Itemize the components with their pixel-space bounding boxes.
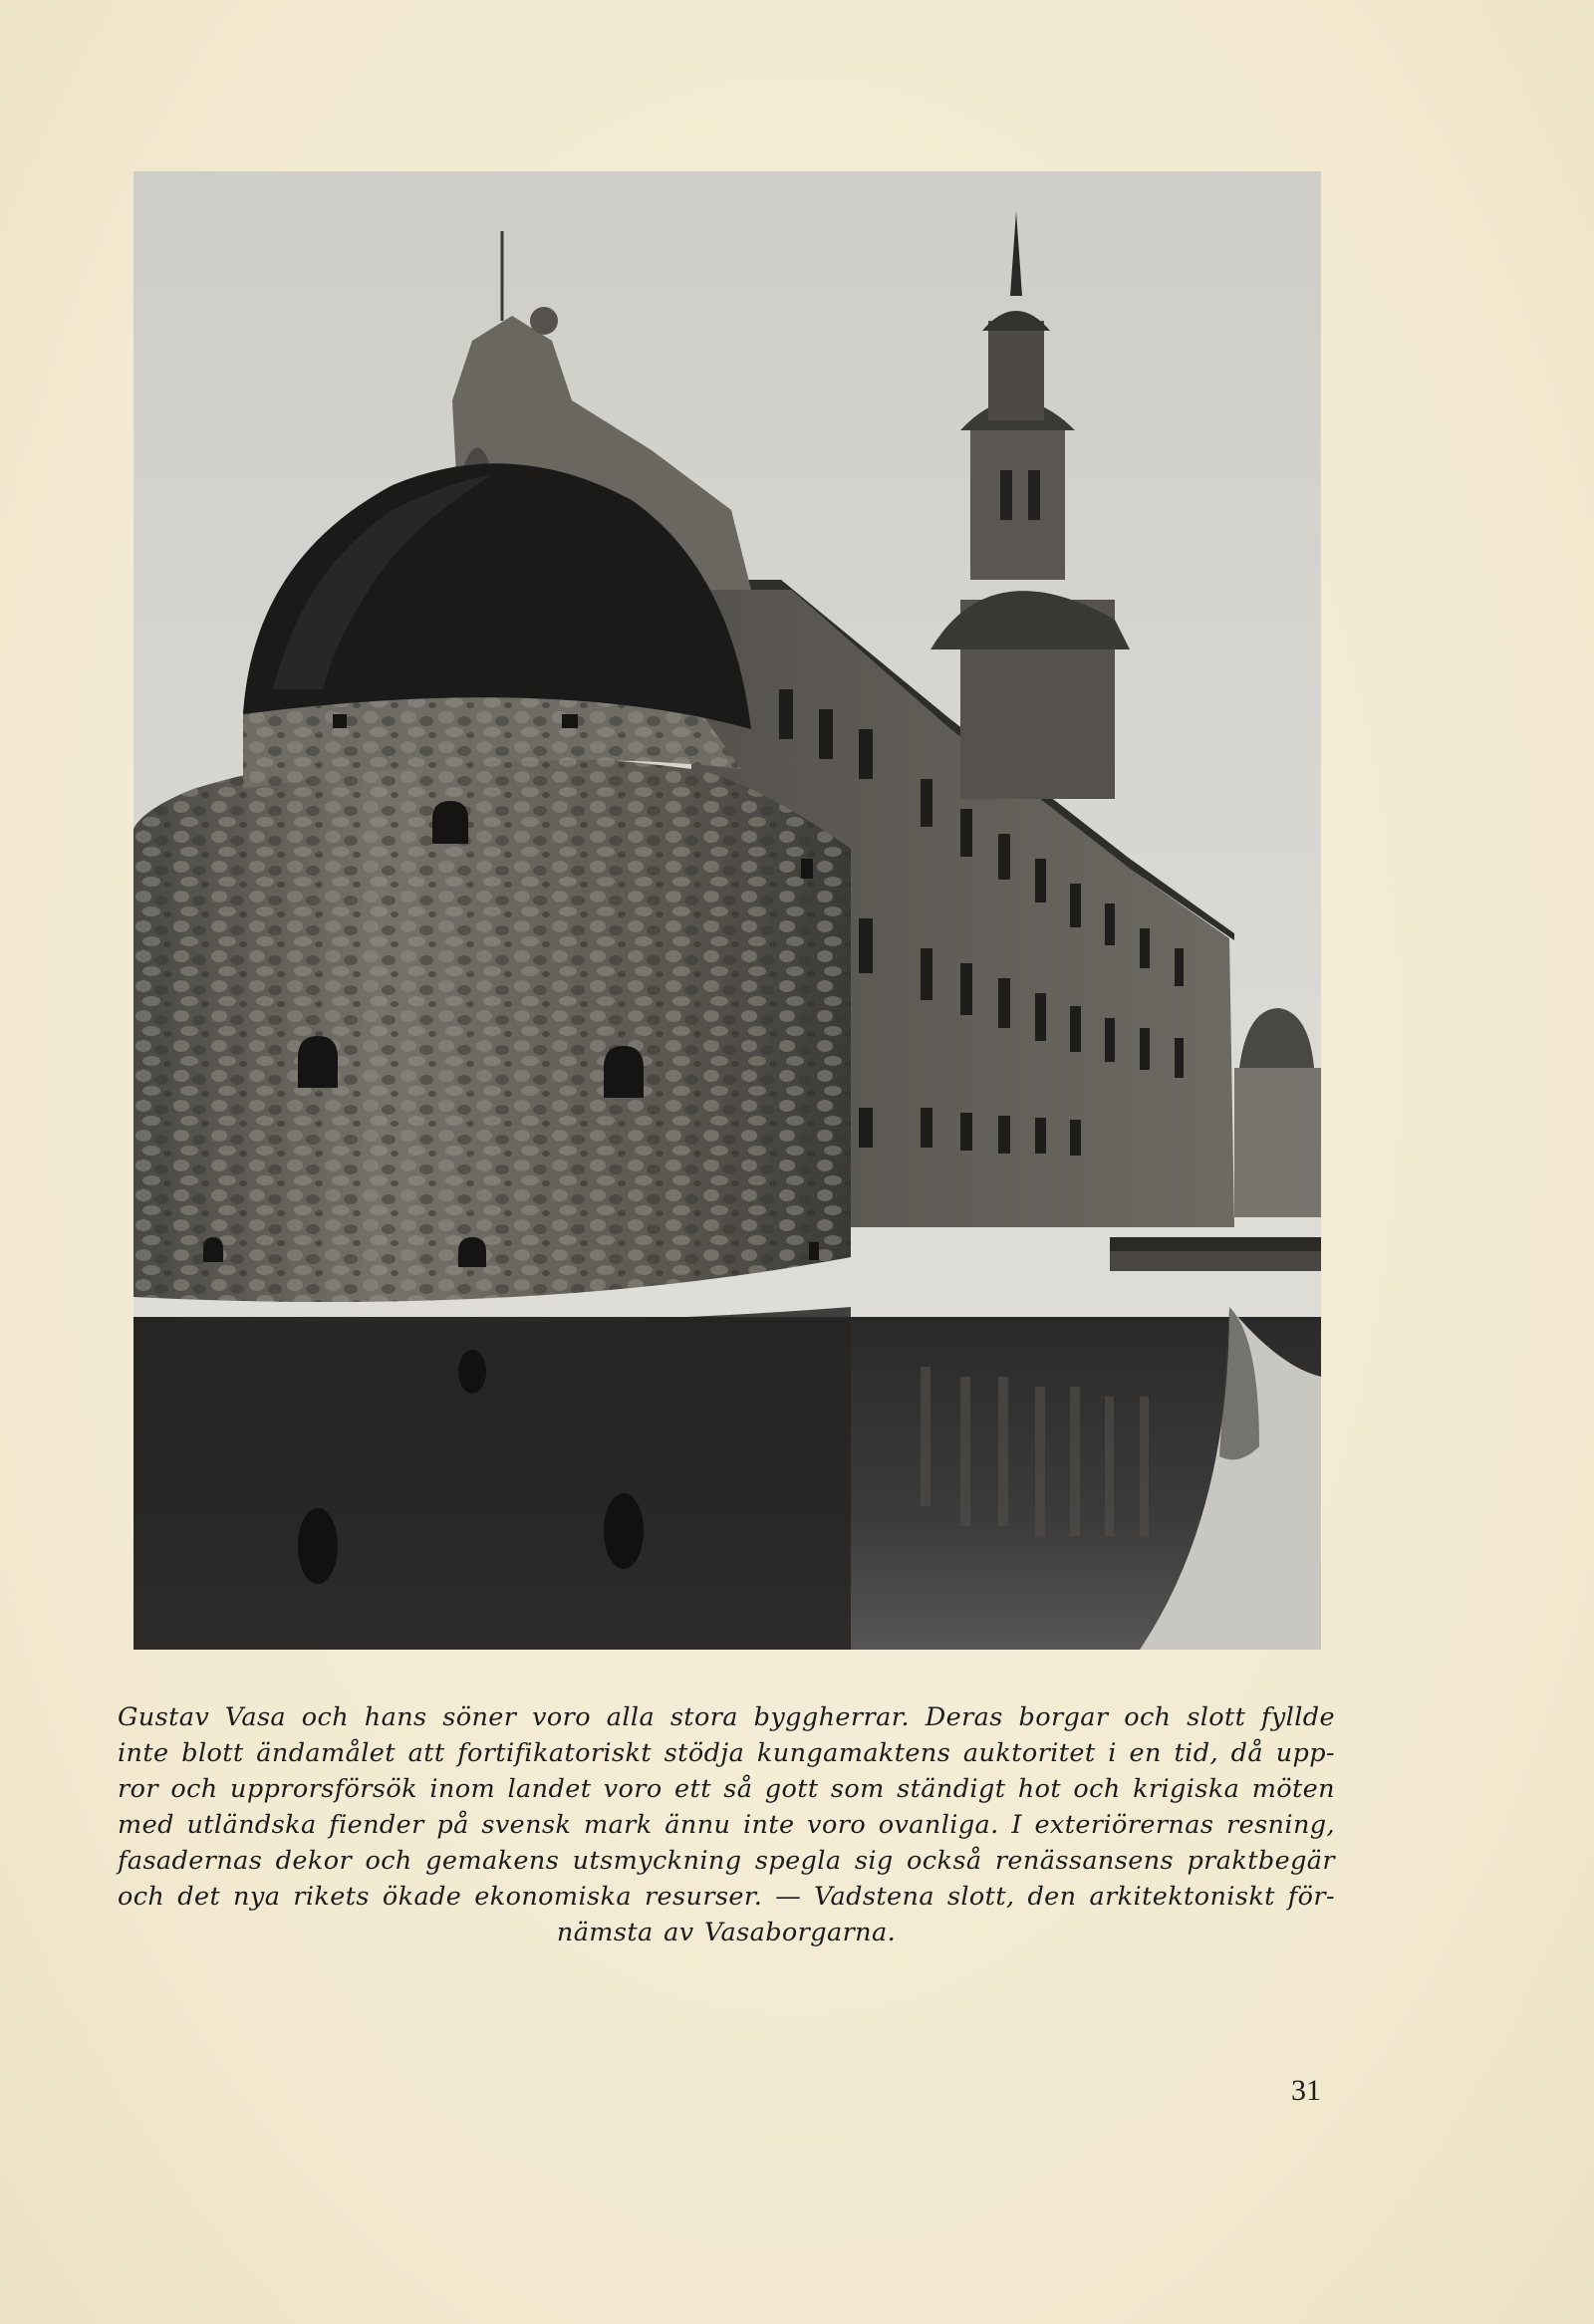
caption-line: med utländska fiender på svensk mark ännu inte voro ovanliga. I exteriörernas resning, xyxy=(118,1810,1335,1840)
caption-line: Gustav Vasa och hans söner voro alla stora byggherrar. Deras borgar och slott fyllde xyxy=(118,1702,1335,1732)
photo-caption xyxy=(118,1699,1335,1950)
page-number: 31 xyxy=(1291,2074,1321,2107)
caption-line: inte blott ändamålet att fortifikatoriskt stödja kungamaktens auktoritet i en tid, då upp- xyxy=(118,1738,1335,1768)
caption-line: fasadernas dekor och gemakens utsmyckning spegla sig också renässansens praktbegär xyxy=(118,1846,1335,1876)
caption-line: ror och upprorsförsök inom landet voro ett så gott som ständigt hot och krigiska möten xyxy=(118,1774,1335,1804)
caption-line: och det nya rikets ökade ekonomiska resurser. — Vadstena slott, den arkitektoniskt för- xyxy=(118,1882,1335,1912)
castle-photograph xyxy=(133,171,1321,1650)
caption-line-last: nämsta av Vasaborgarna. xyxy=(556,1918,897,1947)
